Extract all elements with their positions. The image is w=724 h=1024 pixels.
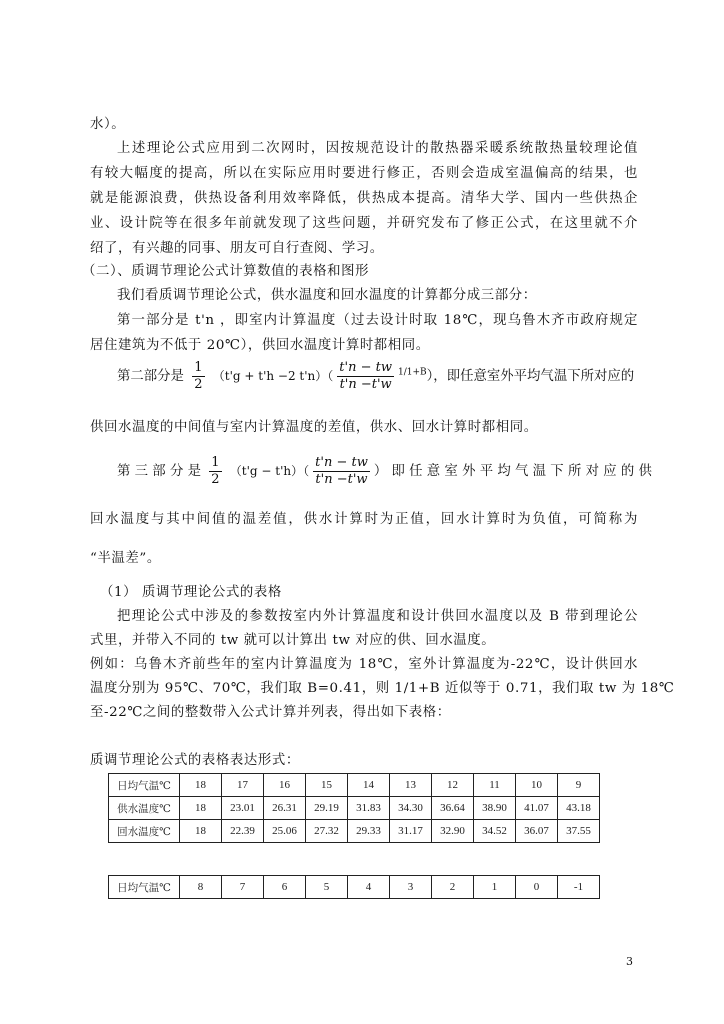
paragraph-line: 供回水温度的中间值与室内计算温度的差值，供水、回水计算时都相同。 — [90, 420, 538, 435]
table-row — [109, 774, 600, 797]
table-cell: -1 — [558, 876, 600, 899]
temperature-table-1 — [108, 773, 600, 843]
table-cell: 26.31 — [264, 797, 306, 820]
table-cell: 18 — [180, 774, 222, 797]
formula-suffix: ），即任意室外平均气温下所对应的 — [426, 369, 635, 384]
paragraph-line: 例如：乌鲁木齐前些年的室内计算温度为 18℃，室外计算温度为-22℃，设计供回水 — [90, 657, 638, 672]
paragraph-line: 至-22℃之间的整数带入公式计算并列表，得出如下表格： — [90, 705, 451, 720]
table-cell: 3 — [390, 876, 432, 899]
fraction-numerator: t'n − tw — [339, 360, 392, 375]
formula-part3 — [117, 455, 652, 488]
formula-suffix: ） 即 任 意 室 外 平 均 气 温 下 所 对 应 的 供 — [373, 464, 652, 479]
half-fraction — [192, 360, 204, 393]
paragraph-line: 我们看质调节理论公式，供水温度和回水温度的计算都分成三部分： — [117, 288, 537, 303]
row-label: 日均气温℃ — [109, 774, 180, 797]
table-cell: 9 — [558, 774, 600, 797]
table-cell: 12 — [432, 774, 474, 797]
table-cell: 41.07 — [516, 797, 558, 820]
section-heading: （二）、质调节理论公式计算数值的表格和图形 — [82, 264, 370, 279]
paragraph-line: 绍了，有兴趣的同事、朋友可自行查阅、学习。 — [90, 241, 384, 256]
paragraph-line: 有较大幅度的提高，所以在实际应用时要进行修正，否则会造成室温偏高的结果，也 — [90, 166, 638, 181]
paragraph-line: 温度分别为 95℃、70℃，我们取 B=0.41，则 1/1+B 近似等于 0.71，我们取 tw 为 18℃ — [90, 681, 675, 696]
paragraph-line: “半温差”。 — [90, 551, 161, 566]
fraction-denominator: t'n −t'w — [339, 377, 392, 392]
fraction-denominator: 2 — [194, 377, 203, 392]
table-cell: 4 — [348, 876, 390, 899]
table-cell: 43.18 — [558, 797, 600, 820]
text-line: 水）。 — [90, 117, 126, 132]
table-cell: 36.64 — [432, 797, 474, 820]
paragraph-line: 式里，并带入不同的 tw 就可以计算出 tw 对应的供、回水温度。 — [90, 633, 496, 648]
table-cell: 0 — [516, 876, 558, 899]
table-cell: 25.06 — [264, 820, 306, 843]
table-cell: 8 — [180, 876, 222, 899]
table-cell: 23.01 — [222, 797, 264, 820]
table-cell: 10 — [516, 774, 558, 797]
table-cell: 5 — [306, 876, 348, 899]
formula-part2 — [117, 360, 638, 393]
exponent: 1/1+B — [397, 367, 427, 378]
table-cell: 16 — [264, 774, 306, 797]
formula-middle: （t'g + t'h −2 t'n）（ — [212, 369, 334, 383]
table-cell: 36.07 — [516, 820, 558, 843]
table-cell: 6 — [264, 876, 306, 899]
row-label: 供水温度℃ — [109, 797, 180, 820]
table-cell: 15 — [306, 774, 348, 797]
fraction-denominator: t'n −t'w — [315, 472, 368, 487]
table-cell: 18 — [180, 820, 222, 843]
table-cell: 38.90 — [474, 797, 516, 820]
table-cell: 13 — [390, 774, 432, 797]
paragraph-line: 把理论公式中涉及的参数按室内外计算温度和设计供回水温度以及 B 带到理论公 — [117, 609, 638, 624]
paragraph-line: 上述理论公式应用到二次网时，因按规范设计的散热器采暖系统散热量较理论值 — [117, 141, 638, 156]
table-cell: 11 — [474, 774, 516, 797]
table-cell: 29.33 — [348, 820, 390, 843]
table-cell: 31.17 — [390, 820, 432, 843]
table-cell: 17 — [222, 774, 264, 797]
table-row — [109, 876, 600, 899]
page-number: 3 — [626, 955, 633, 968]
table-cell: 31.83 — [348, 797, 390, 820]
paragraph-line: 回水温度与其中间值的温差值，供水计算时为正值，回水计算时为负值，可简称为 — [90, 512, 638, 527]
table-row — [109, 797, 600, 820]
paragraph-line: 第一部分是 t'n ，即室内计算温度（过去设计时取 18℃，现乌鲁木齐市政府规定 — [117, 313, 638, 328]
table-cell: 34.52 — [474, 820, 516, 843]
ratio-fraction — [313, 455, 370, 488]
table-cell: 22.39 — [222, 820, 264, 843]
fraction-numerator: t'n − tw — [315, 455, 368, 470]
table-cell: 34.30 — [390, 797, 432, 820]
paragraph-line: 居住建筑为不低于 20℃），供回水温度计算时都相同。 — [90, 338, 430, 353]
table-cell: 2 — [432, 876, 474, 899]
fraction-numerator: 1 — [194, 360, 203, 375]
formula-prefix: 第二部分是 — [117, 369, 184, 384]
table-caption: 质调节理论公式的表格表达形式： — [90, 753, 300, 768]
half-fraction — [209, 455, 221, 488]
temperature-table-2 — [108, 875, 600, 899]
table-cell: 29.19 — [306, 797, 348, 820]
table-row — [109, 820, 600, 843]
sub-heading: （1） 质调节理论公式的表格 — [100, 585, 282, 600]
table-cell: 27.32 — [306, 820, 348, 843]
paragraph-line: 就是能源浪费，供热设备利用效率降低，供热成本提高。清华大学、国内一些供热企 — [90, 191, 638, 206]
formula-prefix: 第 三 部 分 是 — [117, 464, 201, 479]
table-cell: 7 — [222, 876, 264, 899]
fraction-numerator: 1 — [211, 455, 220, 470]
table-cell: 32.90 — [432, 820, 474, 843]
paragraph-line: 业、设计院等在很多年前就发现了这些问题，并研究发布了修正公式，在这里就不介 — [90, 216, 638, 231]
fraction-denominator: 2 — [211, 472, 220, 487]
table-cell: 1 — [474, 876, 516, 899]
ratio-fraction — [337, 360, 394, 393]
formula-middle: （t'g − t'h）（ — [229, 464, 310, 478]
table-cell: 37.55 — [558, 820, 600, 843]
row-label: 回水温度℃ — [109, 820, 180, 843]
table-cell: 14 — [348, 774, 390, 797]
table-cell: 18 — [180, 797, 222, 820]
row-label: 日均气温℃ — [109, 876, 180, 899]
